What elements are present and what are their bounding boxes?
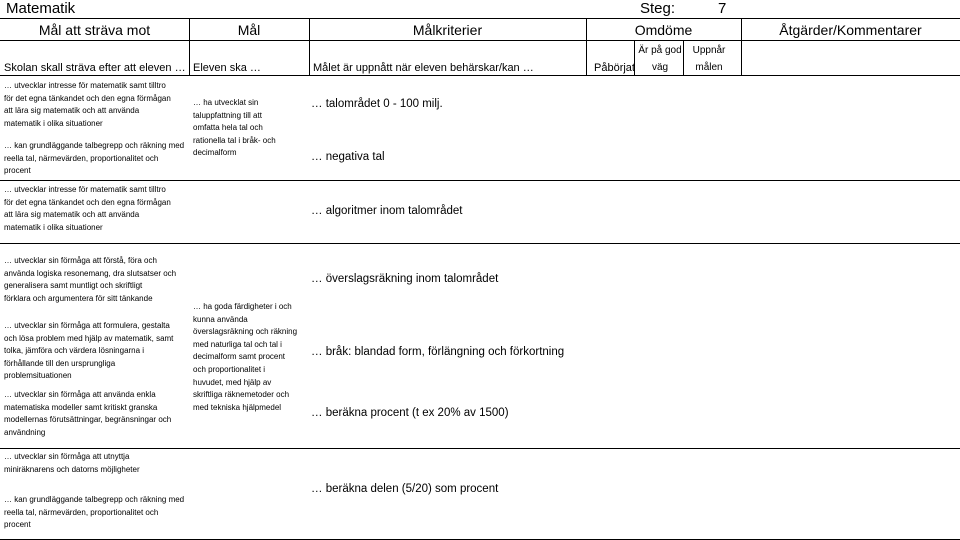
goal-item: … ha goda färdigheter i och kunna använda överslagsräkning och räkning med naturliga tal och tal i decimalform samt procent och proportionalitet i huvudet, med hjälp av skriftliga räknemetoder och med tekniska hjälpmedel bbox=[193, 302, 298, 412]
subheader-criteria: Målet är uppnått när eleven behärskar/kan … bbox=[313, 62, 534, 74]
subject-title: Matematik bbox=[6, 0, 76, 17]
strive-item: … utvecklar sin förmåga att förstå, föra och använda logiska resonemang, dra slutsatser och generalisera samt muntligt och skriftligt förklara och argumentera för sitt tänkande bbox=[4, 256, 177, 303]
subheader-achieved-line2: målen bbox=[695, 62, 723, 73]
title-row bbox=[0, 0, 960, 19]
subheader-goals: Eleven ska … bbox=[193, 62, 261, 74]
strive-item: … utvecklar sin förmåga att utnyttja miniräknarens och datorns möjligheter bbox=[4, 452, 140, 474]
grid-vline bbox=[189, 19, 190, 76]
subheader-achieved bbox=[683, 42, 735, 76]
subheader-strive: Skolan skall sträva efter att eleven … bbox=[4, 62, 186, 74]
strive-item: … utvecklar sin förmåga att formulera, gestalta och lösa problem med hjälp av matematik, samt tolka, jämföra och värdera lösningarna i förhållande till den ursprungliga problemsituationen bbox=[4, 321, 174, 381]
criterion-item: … beräkna delen (5/20) som procent bbox=[311, 483, 499, 495]
criterion-item: … talområdet 0 - 100 milj. bbox=[311, 98, 443, 110]
strive-item: … utvecklar intresse för matematik samt tilltro för det egna tänkandet och den egna förmågan att lära sig matematik och att använda matematik i olika situationer bbox=[4, 81, 171, 128]
column-header-assessment: Omdöme bbox=[634, 22, 693, 38]
grid-vline bbox=[741, 19, 742, 76]
column-header-goals: Mål bbox=[237, 22, 261, 38]
grid-vline bbox=[634, 41, 635, 76]
section-divider bbox=[0, 448, 960, 449]
strive-item: … kan grundläggande talbegrepp och räkning med reella tal, närmevärden, proportionalitet och procent bbox=[4, 495, 185, 530]
subheader-achieved-line1: Uppnår bbox=[692, 45, 726, 56]
steg-label: Steg: bbox=[640, 0, 676, 17]
subheader-started: Påbörjat bbox=[594, 62, 635, 74]
criterion-item: … överslagsräkning inom talområdet bbox=[311, 273, 499, 285]
grid-vline bbox=[586, 19, 587, 76]
column-header-strive: Mål att sträva mot bbox=[38, 22, 151, 38]
goal-item: … ha utvecklat sin taluppfattning till att omfatta hela tal och rationella tal i bråk- och decimalform bbox=[193, 98, 276, 158]
column-header-criteria: Målkriterier bbox=[412, 22, 483, 38]
strive-item: … utvecklar sin förmåga att använda enkla matematiska modeller samt kritiskt granska modellernas förutsättningar, begränsningar och användning bbox=[4, 390, 172, 437]
column-header-actions: Åtgärder/Kommentarer bbox=[779, 22, 922, 38]
criterion-item: … beräkna procent (t ex 20% av 1500) bbox=[311, 407, 509, 419]
criterion-item: … algoritmer inom talområdet bbox=[311, 205, 463, 217]
grid-vline bbox=[309, 19, 310, 76]
section-divider bbox=[0, 180, 960, 181]
subheader-on-track bbox=[634, 42, 686, 76]
grid-vline bbox=[683, 41, 684, 76]
subheader-on-track-line1: Är på god bbox=[638, 45, 682, 56]
subheader-on-track-line2: väg bbox=[651, 62, 669, 73]
criterion-item: … negativa tal bbox=[311, 151, 385, 163]
criterion-item: … bråk: blandad form, förlängning och förkortning bbox=[311, 346, 565, 358]
strive-item: … kan grundläggande talbegrepp och räkning med reella tal, närmevärden, proportionalitet och procent bbox=[4, 141, 185, 176]
section-divider bbox=[0, 243, 960, 244]
steg-value: 7 bbox=[718, 0, 727, 17]
strive-item: … utvecklar intresse för matematik samt tilltro för det egna tänkandet och den egna förmågan att lära sig matematik och att använda matematik i olika situationer bbox=[4, 185, 171, 232]
